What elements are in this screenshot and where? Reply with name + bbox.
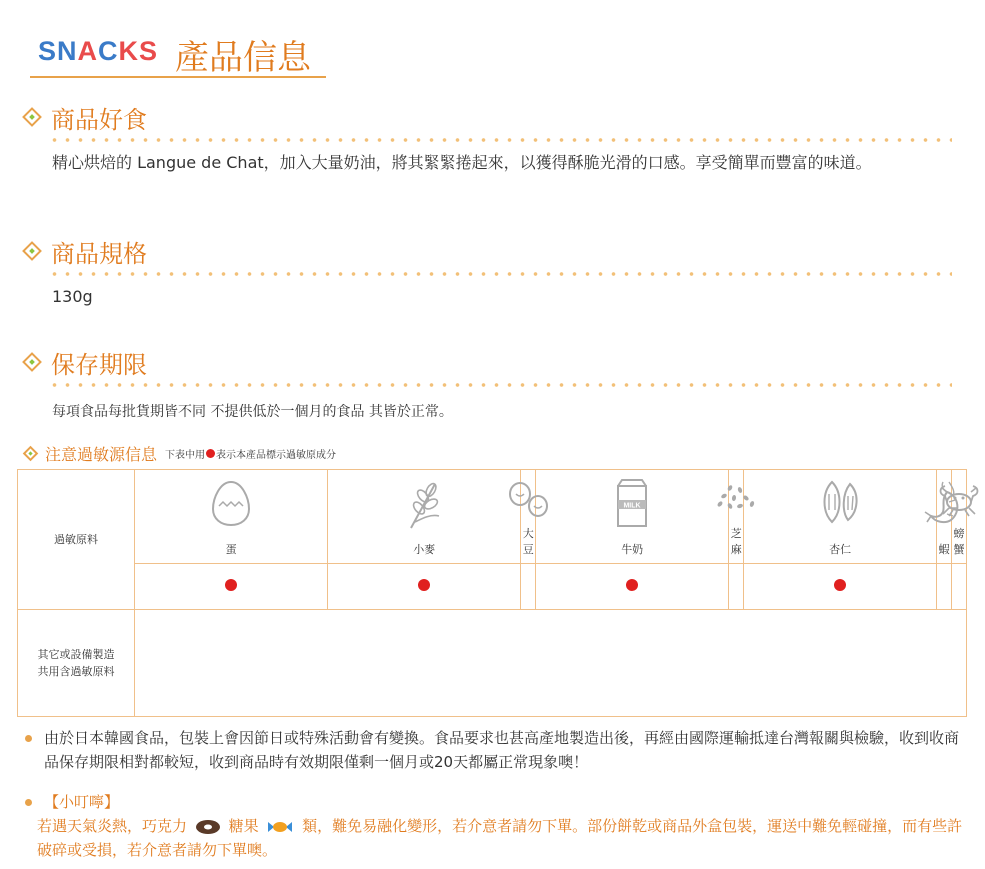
mark-cell-egg xyxy=(135,564,328,610)
red-dot-icon xyxy=(206,449,215,458)
allergen-name: 大豆 xyxy=(522,527,534,556)
allergen-cell-egg xyxy=(135,470,328,564)
snacks-logo xyxy=(38,36,158,67)
legend-text-before: 下表中用 xyxy=(165,449,206,461)
diamond-bullet-icon xyxy=(22,107,42,127)
dotted-divider xyxy=(48,136,952,144)
allergen-name: 小麥 xyxy=(413,543,436,556)
logo-letter: S xyxy=(38,36,58,66)
allergen-cell-wheat xyxy=(328,470,521,564)
allergy-table xyxy=(17,469,967,717)
allergen-name: 芝麻 xyxy=(730,527,742,556)
allergen-name: 牛奶 xyxy=(621,543,644,556)
dotted-divider xyxy=(48,270,952,278)
allergen-name: 蛋 xyxy=(225,543,237,556)
legend-text-after: 表示本產品標示過敏原成分 xyxy=(216,449,337,461)
allergen-cell-sesame xyxy=(729,470,744,564)
mark-cell-crab xyxy=(952,564,967,610)
milk-icon xyxy=(614,478,650,528)
tip-title: 【小叮嚀】 xyxy=(44,793,120,811)
dotted-divider xyxy=(48,381,952,389)
diamond-bullet-icon xyxy=(22,352,42,372)
allergen-cell-almond xyxy=(744,470,937,564)
logo-letter: A xyxy=(77,36,99,66)
contains-mark xyxy=(418,579,430,591)
allergen-name: 蝦 xyxy=(938,543,950,556)
logo-letter: S xyxy=(139,36,159,66)
section-title: 商品規格 xyxy=(51,239,147,268)
mark-cell-sesame xyxy=(729,564,744,610)
contains-mark xyxy=(626,579,638,591)
wheat-icon xyxy=(401,478,447,532)
allergy-header xyxy=(22,442,336,464)
chocolate-donut-icon xyxy=(195,819,221,835)
allergen-cell-milk xyxy=(536,470,729,564)
mark-cell-milk xyxy=(536,564,729,610)
bullet-icon xyxy=(25,735,32,742)
tip-text-part2: 糖果 xyxy=(228,817,259,835)
mark-cell-soybean xyxy=(521,564,536,610)
notes-section xyxy=(22,726,972,862)
egg-icon xyxy=(208,478,254,528)
row-label-allergens: 過敏原料 xyxy=(18,470,135,610)
logo-letter: C xyxy=(98,36,119,66)
tip-text-part1: 若遇天氣炎熱，巧克力 xyxy=(37,817,188,835)
section-body: 130g xyxy=(52,287,93,306)
diamond-bullet-icon xyxy=(23,445,39,461)
milk-label: MILK xyxy=(623,502,641,510)
contains-mark xyxy=(834,579,846,591)
import-note xyxy=(22,726,972,774)
crab-icon xyxy=(933,478,985,520)
allergen-name: 杏仁 xyxy=(829,543,852,556)
import-note-text: 由於日本韓國食品，包裝上會因節日或特殊活動會有變換。食品要求也甚高產地製造出後，再經由國際運輸抵達台灣報關與檢驗，收到收商品保存期限相對都較短，收到商品時有效期限僅剩一個月或20天都屬正常現象噢！ xyxy=(44,729,960,771)
row-label-line: 共用含過敏原料 xyxy=(37,665,115,678)
allergy-title: 注意過敏源信息 xyxy=(45,444,158,464)
section-body: 精心烘焙的 Langue de Chat，加入大量奶油，將其緊緊捲起來，以獲得酥脆光滑的口感。享受簡單而豐富的味道。 xyxy=(52,153,872,172)
candy-icon xyxy=(266,820,294,834)
mark-cell-wheat xyxy=(328,564,521,610)
mark-cell-almond xyxy=(744,564,937,610)
mark-cell-shrimp xyxy=(937,564,952,610)
section-spec xyxy=(22,234,952,310)
section-good-food xyxy=(22,100,952,176)
diamond-bullet-icon xyxy=(22,241,42,261)
section-shelf-life xyxy=(22,345,952,425)
shared-equipment-cell xyxy=(135,610,967,717)
row-label-line: 其它或設備製造 xyxy=(37,648,115,661)
logo-letter: N xyxy=(57,36,78,66)
section-title: 商品好食 xyxy=(51,105,147,134)
allergen-name: 螃蟹 xyxy=(953,527,965,556)
row-label-shared-equipment xyxy=(18,610,135,717)
allergy-legend xyxy=(165,446,336,461)
tip-text xyxy=(37,814,972,862)
contains-mark xyxy=(225,579,237,591)
section-body: 每項食品每批貨期皆不同 不提供低於一個月的食品 其皆於正常。 xyxy=(52,404,453,420)
tip-note xyxy=(22,790,972,814)
allergen-cell-crab xyxy=(952,470,967,564)
page-title: 產品信息 xyxy=(175,38,311,78)
section-title: 保存期限 xyxy=(51,350,147,379)
almond-icon xyxy=(814,478,866,526)
bullet-icon xyxy=(25,799,32,806)
tip-text-part3: 類，難免易融化變形，若介意者請勿下單。部份餅乾或商品外盒包裝，運送中難免輕碰撞，而有些許破碎或受損，若介意者請勿下單噢。 xyxy=(37,817,963,859)
logo-letter: K xyxy=(118,36,140,66)
allergen-cell-soybean xyxy=(521,470,536,564)
page-header xyxy=(30,26,326,78)
